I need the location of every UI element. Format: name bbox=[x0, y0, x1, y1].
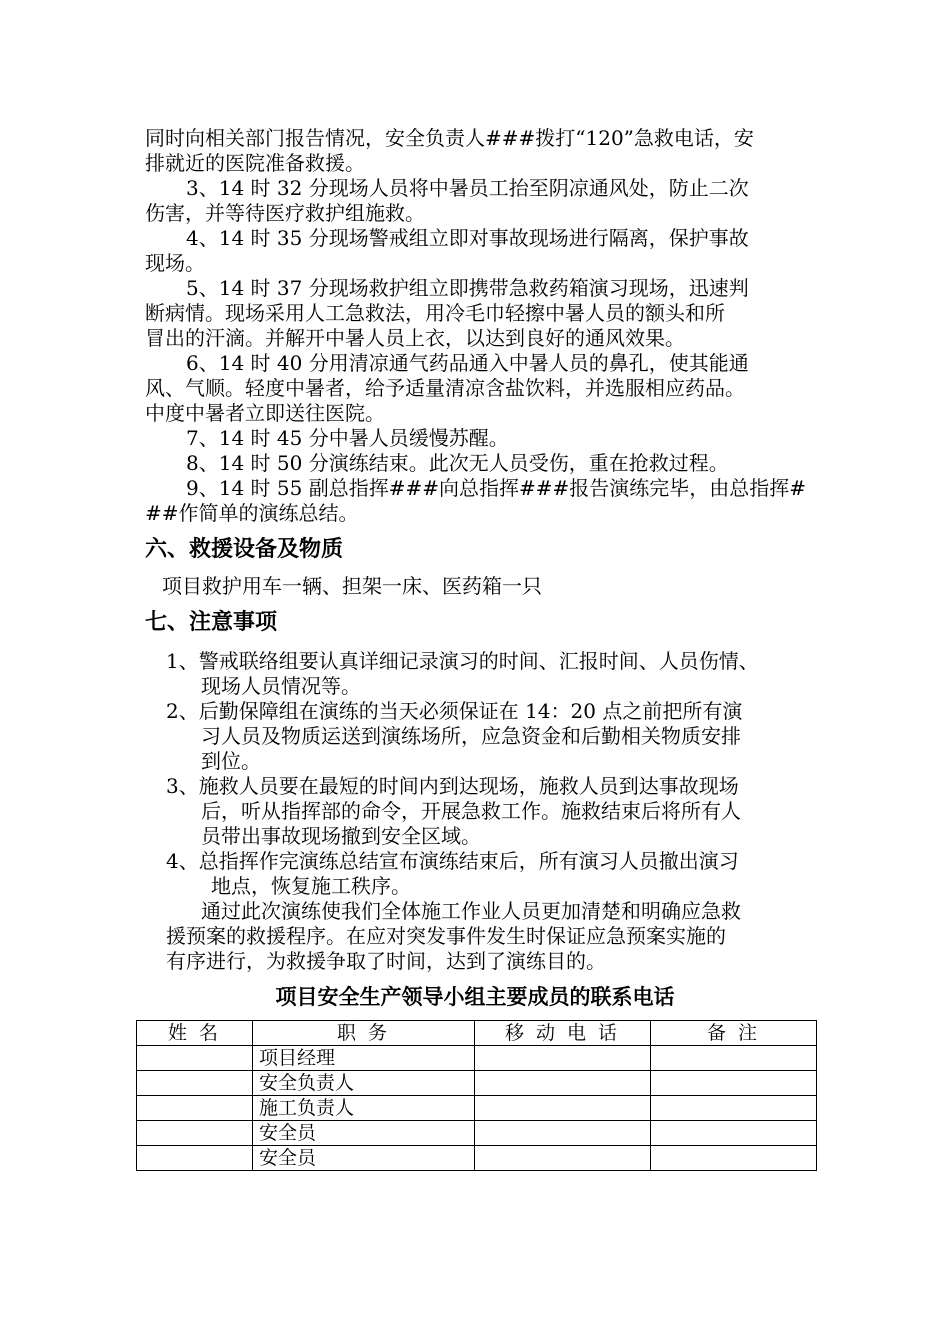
cell-position: 安全员 bbox=[253, 1121, 475, 1146]
cell-note bbox=[651, 1096, 817, 1121]
cell-position: 项目经理 bbox=[253, 1046, 475, 1071]
body-line: 8、14 时 50 分演练结束。此次无人员受伤，重在抢救过程。 bbox=[186, 451, 729, 475]
notice-item-cont: 习人员及物质运送到演练场所，应急资金和后勤相关物质安排 bbox=[201, 724, 741, 748]
equipment-text: 项目救护用车一辆、担架一床、医药箱一只 bbox=[162, 574, 542, 598]
table-row bbox=[137, 1146, 817, 1171]
notice-item-cont: 到位。 bbox=[201, 749, 261, 773]
section-heading-equipment: 六、救援设备及物质 bbox=[145, 537, 344, 562]
body-line: 冒出的汗滴。并解开中暑人员上衣，以达到良好的通风效果。 bbox=[145, 326, 685, 350]
header-name: 姓 名 bbox=[137, 1021, 253, 1046]
notice-item-cont: 员带出事故现场撤到安全区域。 bbox=[201, 824, 481, 848]
notice-item: 2、后勤保障组在演练的当天必须保证在 14：20 点之前把所有演 bbox=[166, 699, 743, 723]
cell-name bbox=[137, 1146, 253, 1171]
cell-phone bbox=[475, 1146, 651, 1171]
header-phone: 移 动 电 话 bbox=[475, 1021, 651, 1046]
closing-line: 援预案的救援程序。在应对突发事件发生时保证应急预案实施的 bbox=[166, 924, 726, 948]
contacts-table bbox=[136, 1020, 817, 1171]
notice-item: 4、总指挥作完演练总结宣布演练结束后，所有演习人员撤出演习 bbox=[166, 849, 739, 873]
body-line: 6、14 时 40 分用清凉通气药品通入中暑人员的鼻孔，使其能通 bbox=[186, 351, 749, 375]
cell-note bbox=[651, 1071, 817, 1096]
table-row bbox=[137, 1071, 817, 1096]
cell-position: 施工负责人 bbox=[253, 1096, 475, 1121]
cell-name bbox=[137, 1121, 253, 1146]
header-note: 备 注 bbox=[651, 1021, 817, 1046]
cell-name bbox=[137, 1071, 253, 1096]
body-line: 断病情。现场采用人工急救法，用冷毛巾轻擦中暑人员的额头和所 bbox=[145, 301, 725, 325]
table-row bbox=[137, 1096, 817, 1121]
notice-item: 1、警戒联络组要认真详细记录演习的时间、汇报时间、人员伤情、 bbox=[166, 649, 759, 673]
notice-item: 3、施救人员要在最短的时间内到达现场，施救人员到达事故现场 bbox=[166, 774, 739, 798]
section-heading-notes: 七、注意事项 bbox=[145, 610, 278, 635]
header-position: 职 务 bbox=[253, 1021, 475, 1046]
notice-item-cont: 后，听从指挥部的命令，开展急救工作。施救结束后将所有人 bbox=[201, 799, 741, 823]
cell-phone bbox=[475, 1071, 651, 1096]
table-header-row bbox=[137, 1021, 817, 1046]
cell-position: 安全负责人 bbox=[253, 1071, 475, 1096]
table-row bbox=[137, 1046, 817, 1071]
closing-line: 通过此次演练使我们全体施工作业人员更加清楚和明确应急救 bbox=[201, 899, 741, 923]
body-line: 风、气顺。轻度中暑者，给予适量清凉含盐饮料，并选服相应药品。 bbox=[145, 376, 745, 400]
table-title: 项目安全生产领导小组主要成员的联系电话 bbox=[275, 985, 675, 1009]
cell-phone bbox=[475, 1096, 651, 1121]
notice-item-cont: 地点，恢复施工秩序。 bbox=[211, 874, 411, 898]
cell-phone bbox=[475, 1121, 651, 1146]
cell-name bbox=[137, 1046, 253, 1071]
cell-phone bbox=[475, 1046, 651, 1071]
body-line: 同时向相关部门报告情况，安全负责人###拨打“120”急救电话，安 bbox=[145, 126, 754, 150]
body-line: 9、14 时 55 副总指挥###向总指挥###报告演练完毕，由总指挥# bbox=[186, 476, 806, 500]
notice-item-cont: 现场人员情况等。 bbox=[201, 674, 361, 698]
body-line: 3、14 时 32 分现场人员将中暑员工抬至阴凉通风处，防止二次 bbox=[186, 176, 749, 200]
body-line: 5、14 时 37 分现场救护组立即携带急救药箱演习现场，迅速判 bbox=[186, 276, 749, 300]
body-line: 7、14 时 45 分中暑人员缓慢苏醒。 bbox=[186, 426, 509, 450]
cell-note bbox=[651, 1046, 817, 1071]
cell-position: 安全员 bbox=[253, 1146, 475, 1171]
body-line: 排就近的医院准备救援。 bbox=[145, 151, 365, 175]
body-line: 现场。 bbox=[145, 251, 205, 275]
body-line: 中度中暑者立即送往医院。 bbox=[145, 401, 385, 425]
table-row bbox=[137, 1121, 817, 1146]
body-line: 伤害，并等待医疗救护组施救。 bbox=[145, 201, 425, 225]
body-line: ##作简单的演练总结。 bbox=[145, 501, 359, 525]
cell-note bbox=[651, 1121, 817, 1146]
cell-name bbox=[137, 1096, 253, 1121]
body-line: 4、14 时 35 分现场警戒组立即对事故现场进行隔离，保护事故 bbox=[186, 226, 749, 250]
cell-note bbox=[651, 1146, 817, 1171]
closing-line: 有序进行，为救援争取了时间，达到了演练目的。 bbox=[166, 949, 606, 973]
